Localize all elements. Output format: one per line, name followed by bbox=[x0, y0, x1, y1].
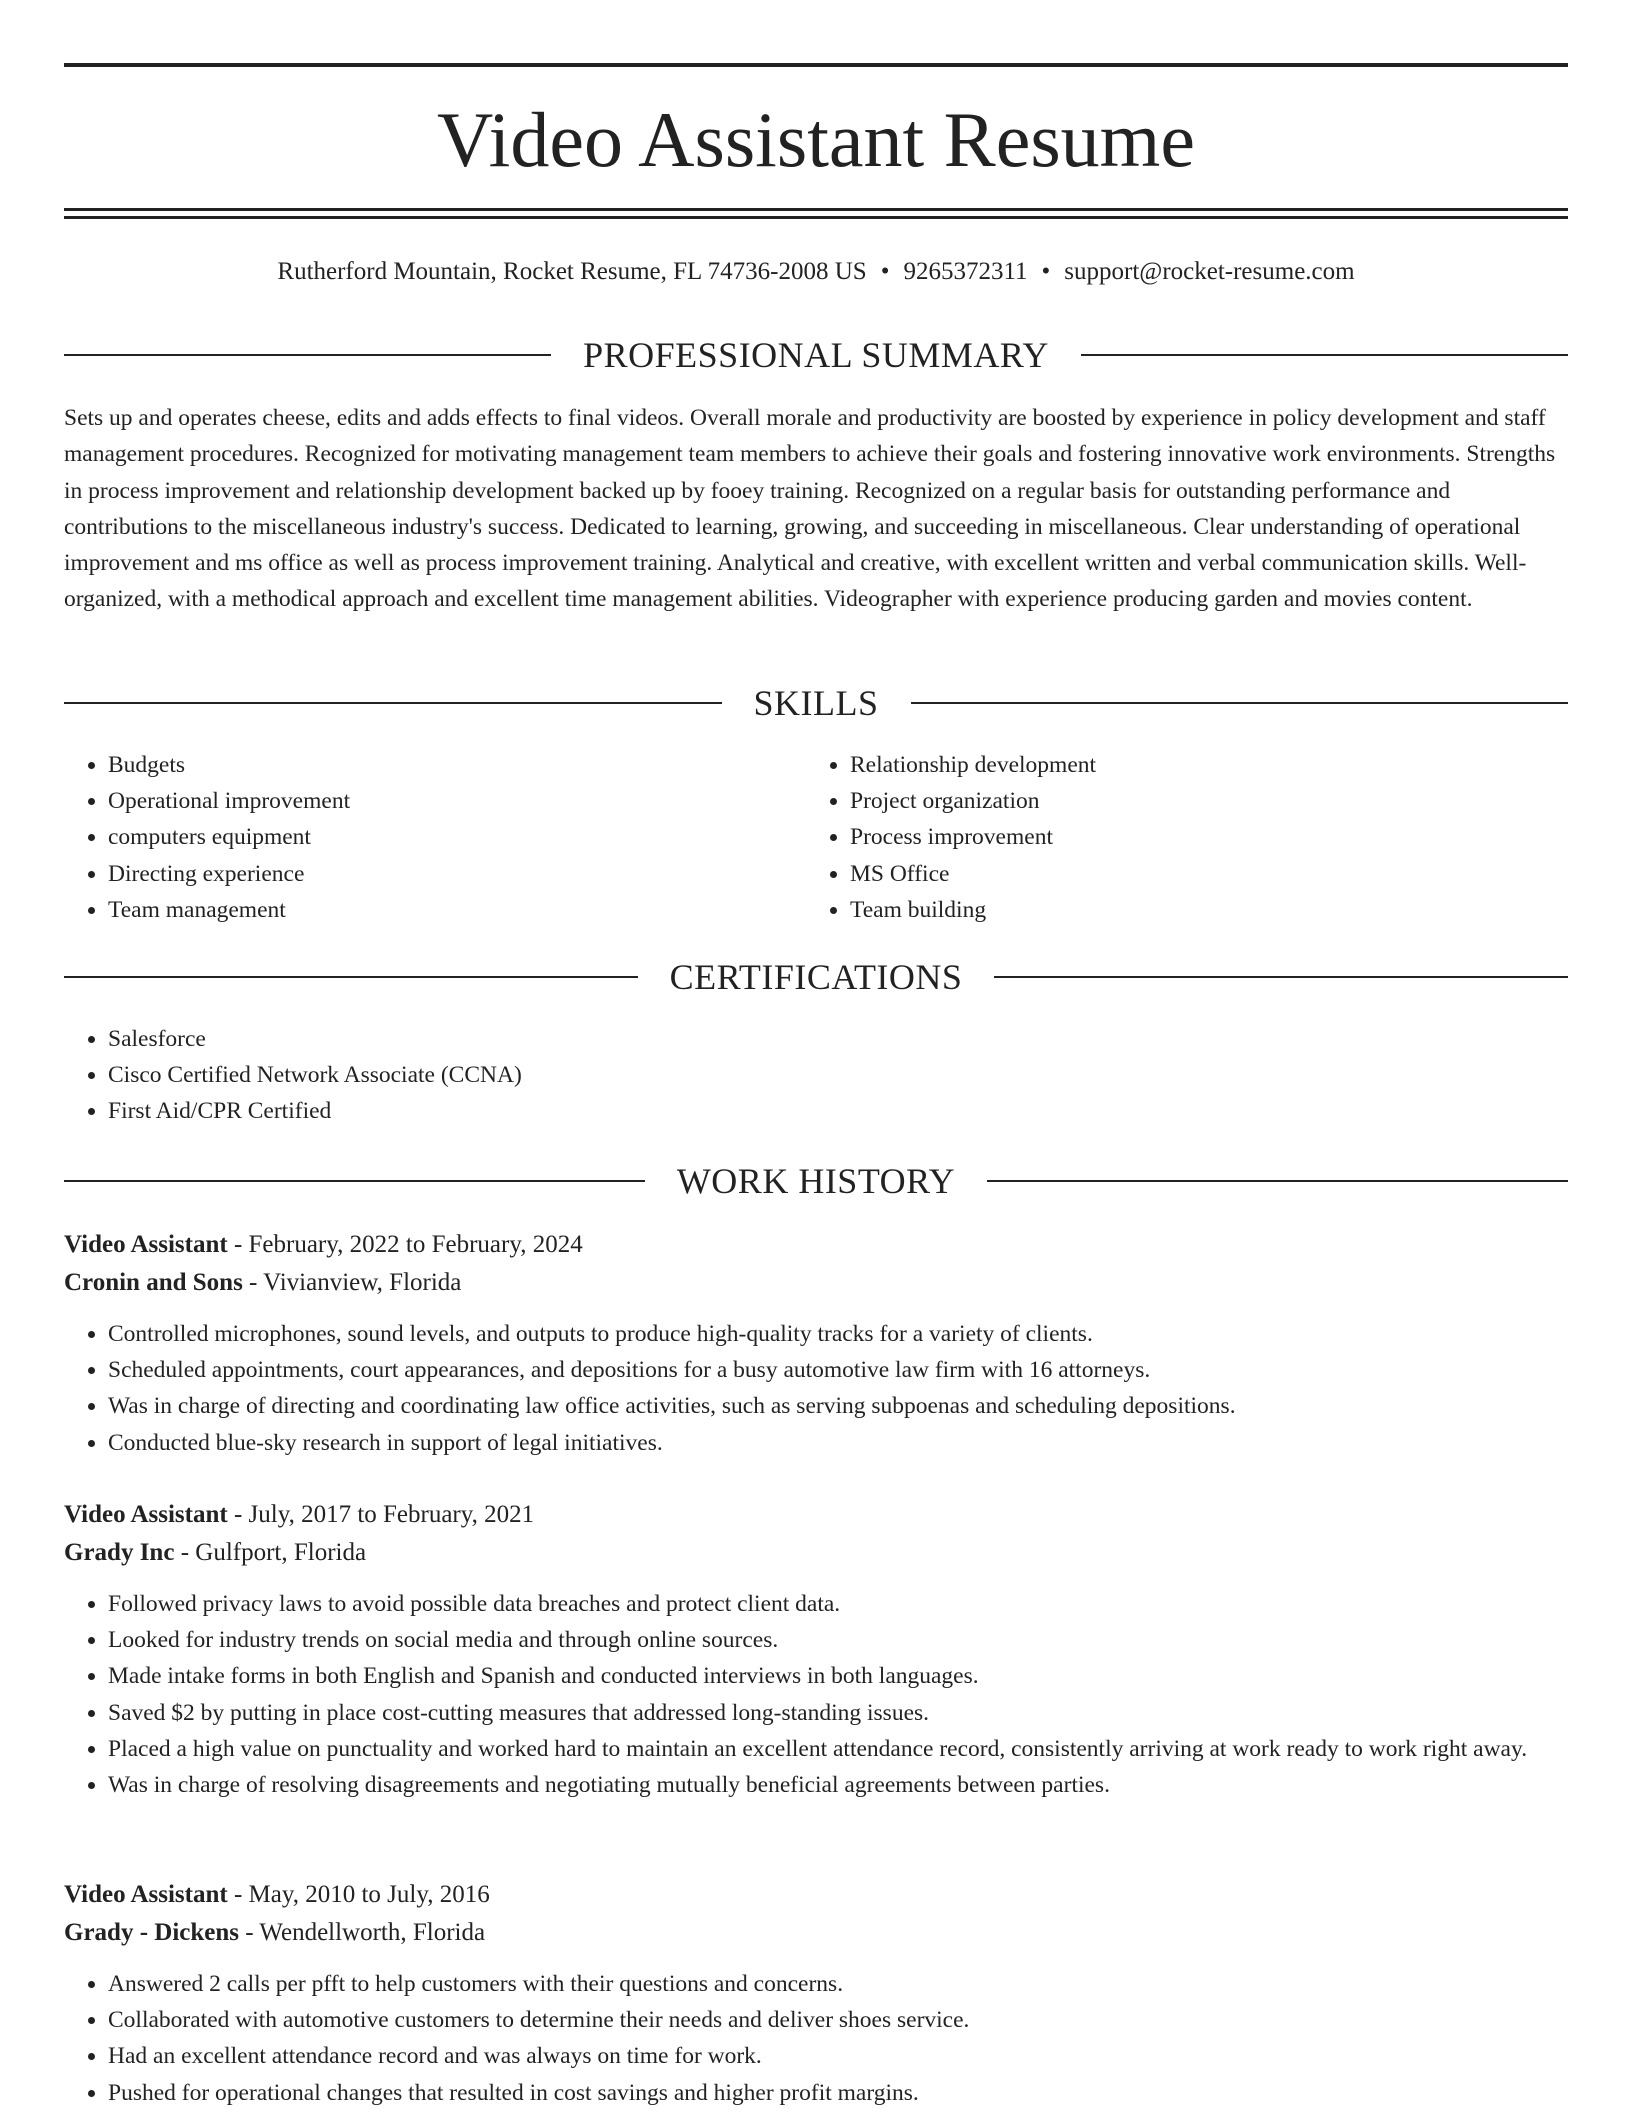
skill-item: • Operational improvement bbox=[108, 783, 804, 819]
heading-rule-right bbox=[987, 1180, 1568, 1182]
job-duties-list bbox=[64, 1966, 1568, 2111]
job-duty: • Saved $2 by putting in place cost-cutting measures that addressed long-standing issues. bbox=[108, 1695, 1568, 1731]
job-company: Grady Inc bbox=[64, 1539, 175, 1566]
section-title: WORK HISTORY bbox=[676, 1161, 956, 1201]
skill-item: • Relationship development bbox=[850, 747, 1546, 783]
skills-column-left bbox=[64, 747, 804, 928]
job-duty: • Pushed for operational changes that resulted in cost savings and higher profit margins. bbox=[108, 2075, 1568, 2111]
contact-line bbox=[64, 254, 1568, 290]
job-duty: • Answered 2 calls per pfft to help customers with their questions and concerns. bbox=[108, 1966, 1568, 2002]
heading-rule-right bbox=[1081, 354, 1568, 356]
job-dates: - February, 2022 to February, 2024 bbox=[227, 1231, 583, 1258]
job-dates: - May, 2010 to July, 2016 bbox=[227, 1881, 490, 1908]
job-entry bbox=[64, 1226, 1568, 1461]
job-duties-list bbox=[64, 1586, 1568, 1803]
job-dates: - July, 2017 to February, 2021 bbox=[227, 1501, 535, 1528]
skill-item: • Directing experience bbox=[108, 856, 804, 892]
job-duty: • Placed a high value on punctuality and worked hard to maintain an excellent attendance record, consistently arriving at work ready to work right away. bbox=[108, 1731, 1568, 1767]
heading-rule-left bbox=[64, 976, 638, 978]
resume-title: Video Assistant Resume bbox=[437, 96, 1195, 183]
skills-list-right bbox=[806, 747, 1546, 928]
section-title: PROFESSIONAL SUMMARY bbox=[583, 335, 1049, 375]
heading-rule-left bbox=[64, 354, 551, 356]
job-duty: • Controlled microphones, sound levels, and outputs to produce high-quality tracks for a variety of clients. bbox=[108, 1316, 1568, 1352]
job-company-line bbox=[64, 1914, 1568, 1952]
job-duty: • Looked for industry trends on social media and through online sources. bbox=[108, 1622, 1568, 1658]
certifications-list bbox=[64, 1021, 1568, 1130]
job-duty: • Conducted blue-sky research in support of legal initiatives. bbox=[108, 1425, 1568, 1461]
job-role: Video Assistant bbox=[64, 1231, 228, 1258]
certification-item: • Cisco Certified Network Associate (CCNA) bbox=[108, 1057, 1568, 1093]
certification-item: • Salesforce bbox=[108, 1021, 1568, 1057]
section-heading-work-history bbox=[64, 1158, 1568, 1204]
section-heading-summary bbox=[64, 332, 1568, 378]
section-title: CERTIFICATIONS bbox=[669, 957, 963, 997]
skill-item: • Project organization bbox=[850, 783, 1546, 819]
job-role: Video Assistant bbox=[64, 1501, 228, 1528]
skills-column-right bbox=[806, 747, 1546, 928]
contact-separator: • bbox=[1041, 258, 1051, 285]
contact-address: Rutherford Mountain, Rocket Resume, FL 74736-2008 US bbox=[277, 258, 867, 285]
job-duty: • Had an excellent attendance record and was always on time for work. bbox=[108, 2038, 1568, 2074]
header-rule-double-upper bbox=[64, 208, 1568, 211]
job-location: - Gulfport, Florida bbox=[174, 1539, 367, 1566]
job-location: - Wendellworth, Florida bbox=[239, 1919, 486, 1946]
job-title-line bbox=[64, 1876, 1568, 1914]
job-title-line bbox=[64, 1226, 1568, 1264]
certification-item: • First Aid/CPR Certified bbox=[108, 1093, 1568, 1129]
section-heading-certifications bbox=[64, 954, 1568, 1000]
section-title: SKILLS bbox=[753, 683, 879, 723]
job-title-line bbox=[64, 1496, 1568, 1534]
contact-email: support@rocket-resume.com bbox=[1064, 258, 1355, 285]
header-rule-top bbox=[64, 63, 1568, 67]
contact-phone: 9265372311 bbox=[903, 258, 1028, 285]
skill-item: • Team building bbox=[850, 892, 1546, 928]
job-duty: • Was in charge of directing and coordinating law office activities, such as serving subpoenas and scheduling depositions. bbox=[108, 1388, 1568, 1424]
job-duty: • Scheduled appointments, court appearances, and depositions for a busy automotive law firm with 16 attorneys. bbox=[108, 1352, 1568, 1388]
skill-item: • Budgets bbox=[108, 747, 804, 783]
job-company-line bbox=[64, 1264, 1568, 1302]
job-company-line bbox=[64, 1534, 1568, 1572]
job-entry bbox=[64, 1496, 1568, 1803]
job-company: Cronin and Sons bbox=[64, 1269, 243, 1296]
skill-item: • Process improvement bbox=[850, 819, 1546, 855]
heading-rule-right bbox=[911, 702, 1569, 704]
job-duty: • Made intake forms in both English and Spanish and conducted interviews in both languages. bbox=[108, 1658, 1568, 1694]
job-duty: • Was in charge of resolving disagreements and negotiating mutually beneficial agreements between parties. bbox=[108, 1767, 1568, 1803]
section-heading-skills bbox=[64, 680, 1568, 726]
job-company: Grady - Dickens bbox=[64, 1919, 239, 1946]
heading-rule-left bbox=[64, 1180, 645, 1182]
skill-item: • MS Office bbox=[850, 856, 1546, 892]
job-location: - Vivianview, Florida bbox=[242, 1269, 462, 1296]
heading-rule-left bbox=[64, 702, 722, 704]
summary-text: Sets up and operates cheese, edits and adds effects to final videos. Overall morale and productivity are boosted by experience in policy development and staff management procedures. Recognized for motivating management team members to achieve their goals and fostering innovative work environments. Strengths in process improvement and relationship development backed up by fooey training. Recognized on a regular basis for outstanding performance and contributions to the miscellaneous industry's success. Dedicated to learning, growing, and succeeding in miscellaneous. Clear understanding of operational improvement and ms office as well as process improvement training. Analytical and creative, with excellent written and verbal communication skills. Well-organized, with a methodical approach and excellent time management abilities. Videographer with experience producing garden and movies content. bbox=[64, 405, 1556, 613]
job-role: Video Assistant bbox=[64, 1881, 228, 1908]
skills-list-left bbox=[64, 747, 804, 928]
heading-rule-right bbox=[994, 976, 1568, 978]
job-entry bbox=[64, 1876, 1568, 2111]
contact-separator: • bbox=[880, 258, 890, 285]
job-duties-list bbox=[64, 1316, 1568, 1461]
header-rule-double-lower bbox=[64, 216, 1568, 219]
job-duty: • Collaborated with automotive customers to determine their needs and deliver shoes service. bbox=[108, 2002, 1568, 2038]
certifications-block bbox=[64, 1021, 1568, 1130]
job-duty: • Followed privacy laws to avoid possible data breaches and protect client data. bbox=[108, 1586, 1568, 1622]
skill-item: • Team management bbox=[108, 892, 804, 928]
skill-item: • computers equipment bbox=[108, 819, 804, 855]
